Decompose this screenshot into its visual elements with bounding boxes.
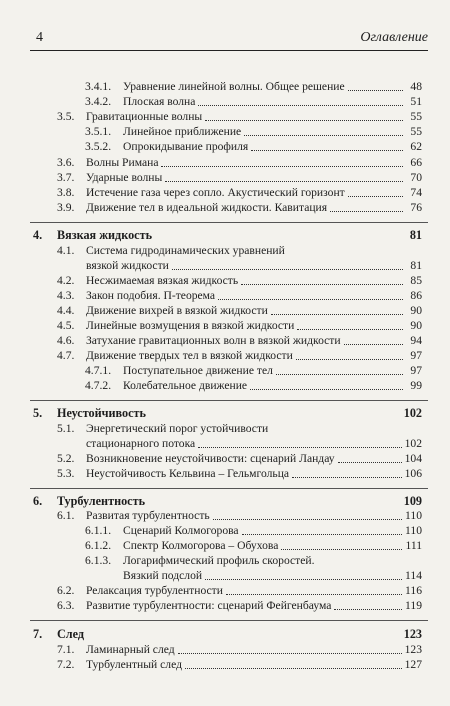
section-title: Плоская волна [123, 95, 196, 108]
section-title: Энергетический порог устойчивости [86, 422, 269, 435]
chapter-title: Неустойчивость [57, 406, 146, 420]
section-title: Линейные возмущения в вязкой жидкости [86, 319, 295, 332]
section-title-cont: Вязкий подслой [123, 569, 203, 582]
section-title: Поступательное движение тел [123, 364, 273, 377]
section-title-cont: вязкой жидкости [86, 259, 169, 272]
section-number: 7.1. [57, 643, 75, 656]
section-number: 6.1.3. [85, 554, 112, 567]
dot-leader [297, 329, 403, 330]
page-ref: 81 [410, 259, 422, 272]
section-number: 3.5.1. [85, 125, 112, 138]
page-ref: 104 [404, 452, 422, 465]
chapter-entry [33, 406, 422, 420]
toc-entry-continuation [86, 259, 422, 273]
dot-leader [251, 150, 403, 151]
toc-entry [57, 186, 422, 200]
section-number: 3.4.2. [85, 95, 112, 108]
chapter-title: Турбулентность [57, 494, 146, 508]
section-number: 6.1.1. [85, 524, 112, 537]
toc-entry [85, 364, 422, 378]
page-ref: 66 [410, 156, 422, 169]
dot-leader [218, 299, 403, 300]
page-ref: 86 [410, 289, 422, 302]
section-title: Неустойчивость Кельвина – Гельмгольца [86, 467, 290, 480]
dot-leader [198, 105, 403, 106]
toc-entry [57, 201, 422, 215]
dot-leader [344, 344, 403, 345]
page-ref: 97 [410, 364, 422, 377]
section-title: Ударные волны [86, 171, 163, 184]
page-ref: 111 [405, 539, 422, 552]
section-number: 4.3. [57, 289, 75, 302]
toc-entry [57, 658, 422, 672]
toc-entry [57, 319, 422, 333]
section-number: 4.4. [57, 304, 75, 317]
section-number: 7.2. [57, 658, 75, 671]
section-number: 5.1. [57, 422, 75, 435]
running-title: Оглавление [360, 30, 428, 45]
dot-leader [338, 462, 402, 463]
section-number: 4.7.1. [85, 364, 112, 377]
page-ref: 123 [404, 643, 422, 656]
section-number: 3.7. [57, 171, 75, 184]
section-number: 4.5. [57, 319, 75, 332]
toc-entry [57, 643, 422, 657]
dot-leader [205, 120, 403, 121]
toc-entry [57, 110, 422, 124]
dot-leader [242, 534, 402, 535]
dot-leader [241, 284, 403, 285]
page-ref: 48 [410, 80, 422, 93]
dot-leader [205, 579, 402, 580]
section-number: 3.8. [57, 186, 75, 199]
toc-entry [57, 274, 422, 288]
page-ref: 102 [403, 406, 422, 420]
toc-entry [57, 584, 422, 598]
page-ref: 106 [404, 467, 422, 480]
toc-entry [57, 509, 422, 523]
toc-entry [57, 289, 422, 303]
page-ref: 55 [410, 110, 422, 123]
section-title: Движение тел в идеальной жидкости. Кавитация [86, 201, 328, 214]
section-title: Система гидродинамических уравнений [86, 244, 285, 257]
toc-entry [57, 171, 422, 185]
page-ref: 110 [405, 524, 422, 537]
section-title: Опрокидывание профиля [123, 140, 249, 153]
dot-leader [276, 374, 403, 375]
section-number: 6.1. [57, 509, 75, 522]
section-divider [30, 222, 428, 223]
section-number: 4.7. [57, 349, 75, 362]
section-title: Релаксация турбулентности [86, 584, 223, 597]
toc-entry [57, 334, 422, 348]
section-number: 6.2. [57, 584, 75, 597]
page-ref: 119 [405, 599, 422, 612]
toc-entry [57, 156, 422, 170]
chapter-number: 4. [33, 228, 43, 242]
toc-entry [85, 140, 422, 154]
toc-entry [57, 467, 422, 481]
dot-leader [334, 609, 402, 610]
page-ref: 114 [405, 569, 422, 582]
section-title: Гравитационные волны [86, 110, 203, 123]
section-title: Возникновение неустойчивости: сценарий Ландау [86, 452, 335, 465]
page-ref: 85 [410, 274, 422, 287]
section-title: Ламинарный след [86, 643, 175, 656]
section-title: Истечение газа через сопло. Акустический горизонт [86, 186, 345, 199]
toc-entry [85, 80, 422, 94]
chapter-number: 6. [33, 494, 43, 508]
page-ref: 97 [410, 349, 422, 362]
section-number: 3.6. [57, 156, 75, 169]
section-title: Спектр Колмогорова – Обухова [123, 539, 279, 552]
section-title: Колебательное движение [123, 379, 248, 392]
section-title: Турбулентный след [86, 658, 182, 671]
dot-leader [271, 314, 403, 315]
section-number: 6.3. [57, 599, 75, 612]
page-ref: 127 [404, 658, 422, 671]
dot-leader [213, 519, 402, 520]
section-number: 3.5. [57, 110, 75, 123]
dot-leader [198, 447, 401, 448]
dot-leader [250, 389, 403, 390]
dot-leader [172, 269, 403, 270]
dot-leader [348, 90, 403, 91]
toc-entry [57, 452, 422, 466]
section-divider [30, 400, 428, 401]
toc-entry [57, 422, 268, 436]
toc-entry [85, 524, 422, 538]
section-title: Движение твердых тел в вязкой жидкости [86, 349, 293, 362]
toc-entry [85, 125, 422, 139]
section-number: 3.9. [57, 201, 75, 214]
page-ref: 81 [409, 228, 422, 242]
page-ref: 110 [405, 509, 422, 522]
page-ref: 102 [404, 437, 422, 450]
dot-leader [330, 211, 403, 212]
section-number: 3.4.1. [85, 80, 112, 93]
dot-leader [161, 166, 403, 167]
dot-leader [296, 359, 403, 360]
section-title: Волны Римана [86, 156, 159, 169]
dot-leader [244, 135, 403, 136]
page-ref: 90 [410, 319, 422, 332]
chapter-number: 5. [33, 406, 43, 420]
section-number: 4.2. [57, 274, 75, 287]
section-title: Сценарий Колмогорова [123, 524, 239, 537]
section-title: Развитие турбулентности: сценарий Фейгенбаума [86, 599, 332, 612]
chapter-title: Вязкая жидкость [57, 228, 153, 242]
toc-entry [57, 244, 285, 258]
section-title: Логарифмический профиль скоростей. [123, 554, 315, 567]
section-number: 4.7.2. [85, 379, 112, 392]
toc-entry [85, 95, 422, 109]
section-title: Затухание гравитационных волн в вязкой жидкости [86, 334, 341, 347]
section-title: Движение вихрей в вязкой жидкости [86, 304, 268, 317]
dot-leader [281, 549, 402, 550]
dot-leader [226, 594, 402, 595]
section-divider [30, 620, 428, 621]
section-number: 5.2. [57, 452, 75, 465]
toc-entry [57, 304, 422, 318]
toc-entry [85, 554, 315, 568]
chapter-number: 7. [33, 627, 43, 641]
page-ref: 99 [410, 379, 422, 392]
toc-entry-continuation [123, 569, 422, 583]
page-ref: 116 [405, 584, 422, 597]
page-ref: 123 [403, 627, 422, 641]
page-ref: 62 [410, 140, 422, 153]
toc-entry [57, 599, 422, 613]
toc-entry [57, 349, 422, 363]
section-title: Закон подобия. П-теорема [86, 289, 216, 302]
page-number: 4 [36, 30, 43, 45]
section-number: 6.1.2. [85, 539, 112, 552]
section-title: Развитая турбулентность [86, 509, 210, 522]
page-ref: 51 [410, 95, 422, 108]
section-title-cont: стационарного потока [86, 437, 196, 450]
chapter-entry [33, 627, 422, 641]
dot-leader [178, 653, 402, 654]
section-number: 4.1. [57, 244, 75, 257]
dot-leader [348, 196, 403, 197]
section-number: 5.3. [57, 467, 75, 480]
section-title: Несжимаемая вязкая жидкость [86, 274, 239, 287]
page-ref: 55 [410, 125, 422, 138]
dot-leader [165, 181, 403, 182]
section-title: Уравнение линейной волны. Общее решение [123, 80, 345, 93]
chapter-title: След [57, 627, 85, 641]
chapter-entry [33, 494, 422, 508]
toc-entry [85, 379, 422, 393]
section-title: Линейное приближение [123, 125, 242, 138]
page-ref: 76 [410, 201, 422, 214]
dot-leader [292, 477, 402, 478]
dot-leader [185, 668, 402, 669]
page-ref: 70 [410, 171, 422, 184]
toc-entry [85, 539, 422, 553]
section-number: 4.6. [57, 334, 75, 347]
section-number: 3.5.2. [85, 140, 112, 153]
chapter-entry [33, 228, 422, 242]
section-divider [30, 488, 428, 489]
page-ref: 109 [403, 494, 422, 508]
page-ref: 74 [410, 186, 422, 199]
page-ref: 94 [410, 334, 422, 347]
page-ref: 90 [410, 304, 422, 317]
toc-entry-continuation [86, 437, 422, 451]
